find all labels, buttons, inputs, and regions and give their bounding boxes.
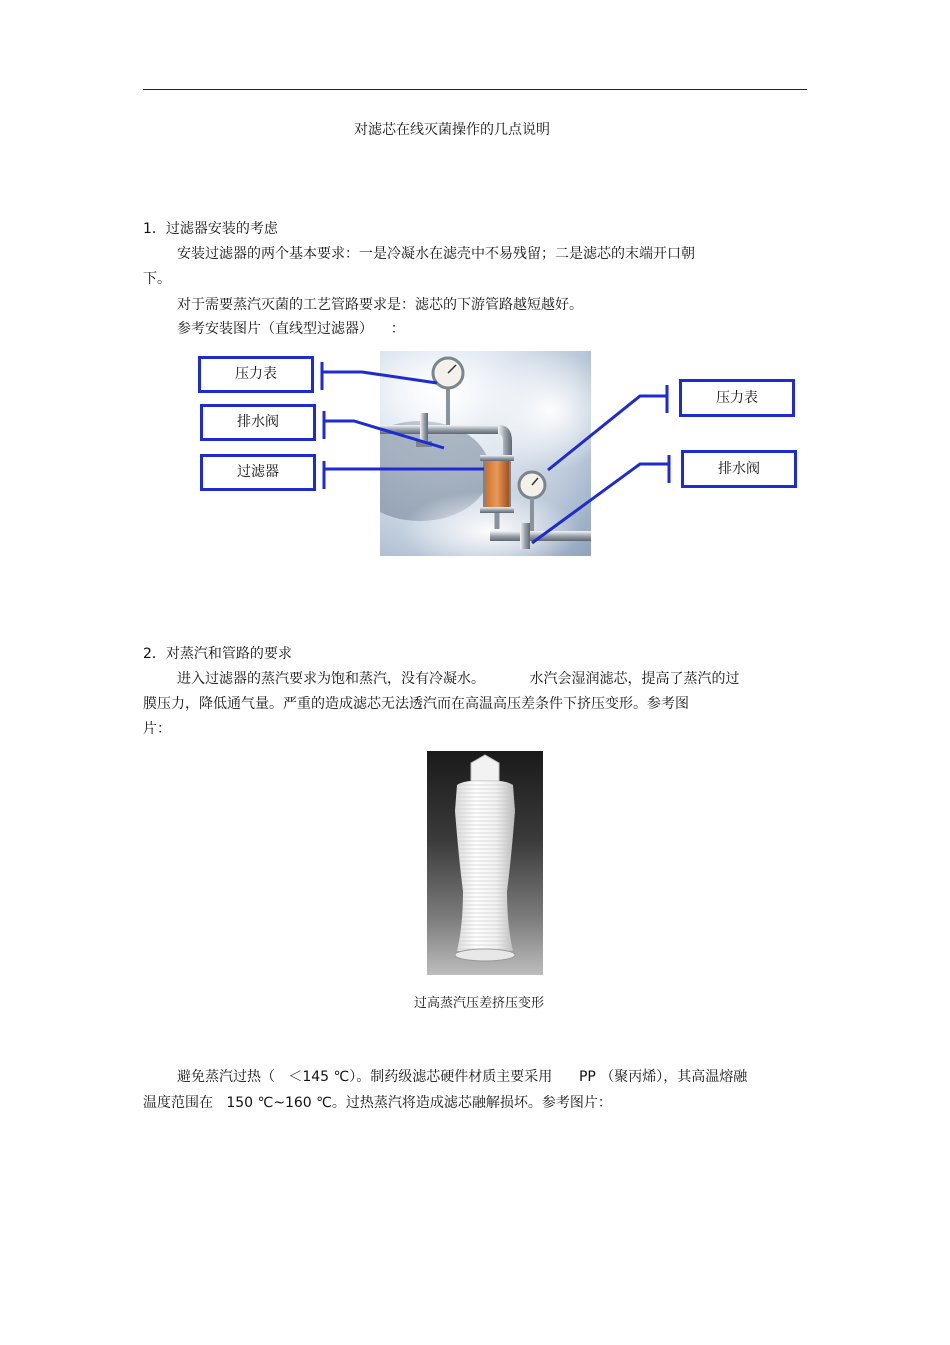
callout-line-drain-valve-right [532, 464, 669, 543]
label-filter: 过滤器 [200, 454, 316, 491]
section-2-paragraph-line-2: 膜压力，降低通气量。严重的造成滤芯无法透汽而在高温高压差条件下挤压变形。参考图 [143, 696, 689, 712]
callout-line-drain-valve-left [324, 421, 444, 448]
callout-lines [0, 0, 950, 600]
label-drain-valve-left: 排水阀 [200, 404, 316, 441]
callout-line-pressure-gauge-right [548, 396, 667, 470]
cartridge-illustration [427, 751, 543, 975]
label-pressure-gauge-left: 压力表 [198, 356, 314, 393]
section-1-heading: 1．过滤器安装的考虑 [143, 221, 278, 237]
callout-line-pressure-gauge-left [322, 372, 437, 383]
figure-2-caption: 过高蒸汽压差挤压变形 [414, 996, 545, 1011]
section-3-paragraph-line-2: 温度范围在 150 ℃~160 ℃。过热蒸汽将造成滤芯融解损坏。参考图片： [143, 1095, 612, 1111]
section-2-heading: 2．对蒸汽和管路的要求 [143, 646, 292, 662]
document-title: 对滤芯在线灭菌操作的几点说明 [354, 122, 550, 138]
section-2-paragraph-line-3: 片： [143, 721, 171, 737]
section-1-paragraph-2: 对于需要蒸汽灭菌的工艺管路要求是：滤芯的下游管路越短越好。 [177, 297, 583, 313]
deformed-cartridge-photo [427, 751, 543, 975]
label-drain-valve-right: 排水阀 [681, 450, 797, 488]
section-1-paragraph-3: 参考安装图片（直线型过滤器） ： [177, 321, 405, 337]
label-pressure-gauge-right: 压力表 [679, 379, 795, 417]
section-3-paragraph-line-1: 避免蒸汽过热（ ＜145 ℃）。制药级滤芯硬件材质主要采用 PP （聚丙烯），其高温熔融 [177, 1069, 748, 1085]
section-1-paragraph-1-line-1: 安装过滤器的两个基本要求：一是冷凝水在滤壳中不易残留；二是滤芯的末端开口朝 [177, 246, 695, 262]
section-1-paragraph-1-line-2: 下。 [143, 271, 171, 287]
section-2-paragraph-line-1: 进入过滤器的蒸汽要求为饱和蒸汽，没有冷凝水。 水汽会湿润滤芯，提高了蒸汽的过 [177, 671, 740, 687]
